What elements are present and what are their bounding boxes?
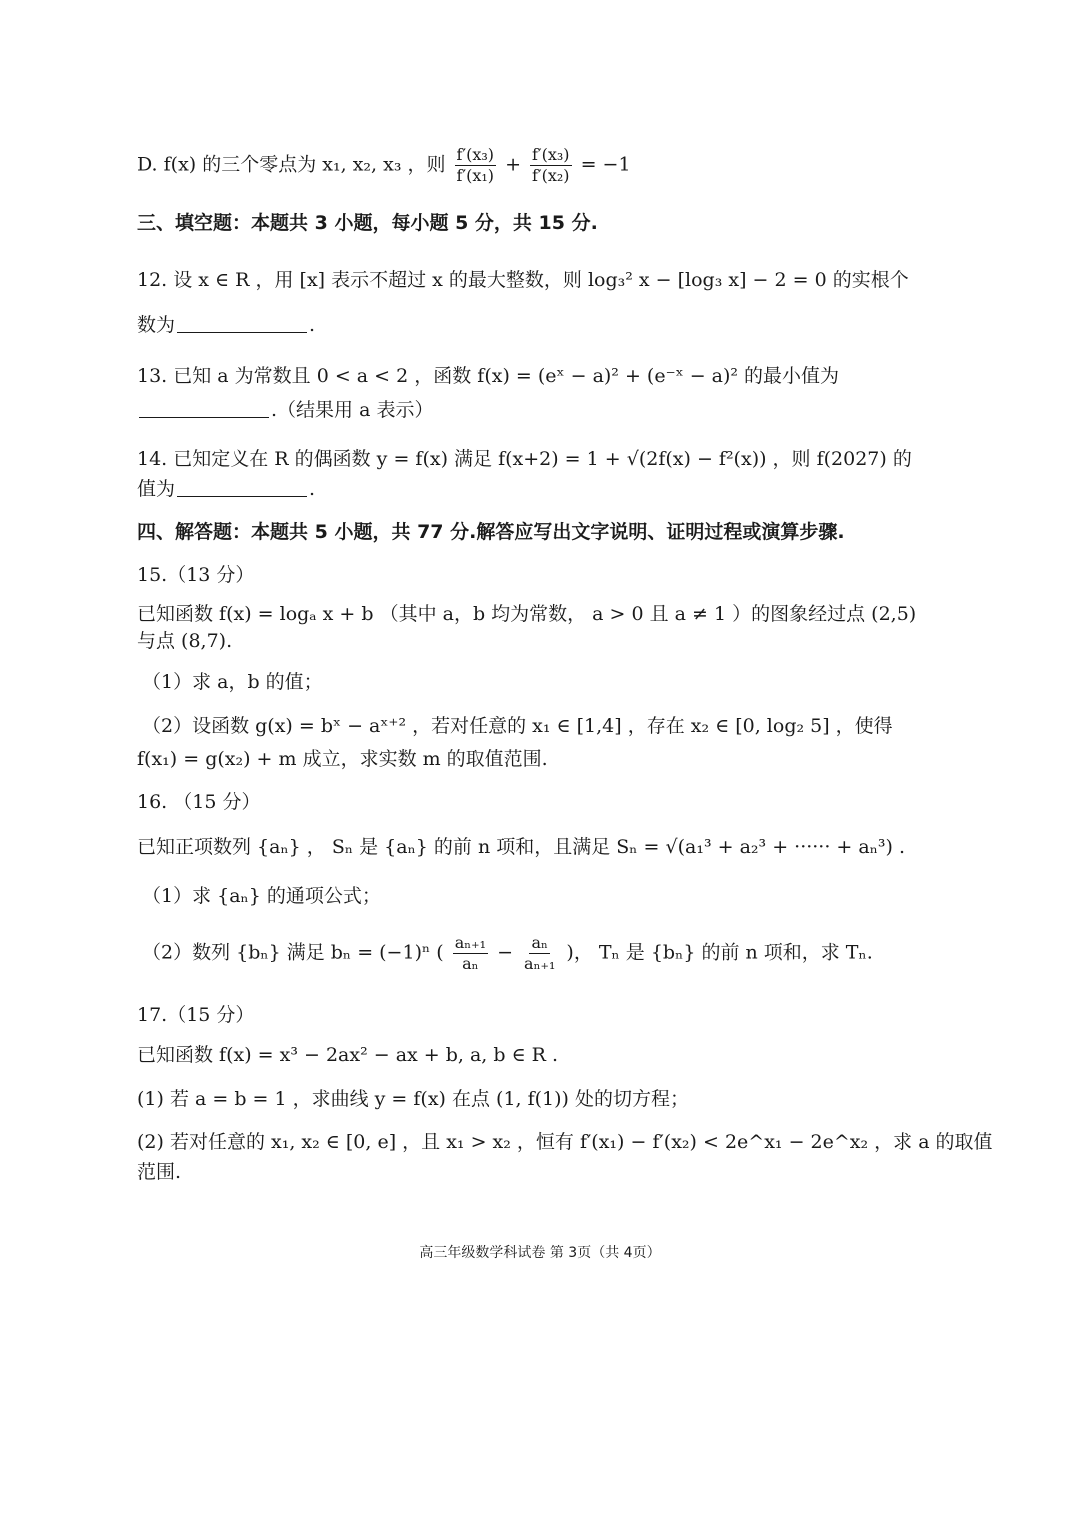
q17-part-1: (1) 若 a = b = 1 ，求曲线 y = f(x) 在点 (1, f(1)) 处的切方程；	[137, 1088, 690, 1110]
fraction-1-numerator: aₙ₊₁	[454, 933, 487, 952]
fraction-1-denominator: aₙ	[462, 954, 479, 973]
q12-answer-prefix: 数为	[137, 314, 176, 336]
q15-line-2: 与点 (8,7).	[137, 630, 233, 652]
section-3-heading: 三、填空题：本题共 3 小题，每小题 5 分，共 15 分.	[137, 212, 598, 234]
q14-period: .	[309, 478, 316, 500]
fraction-1-denominator: f′(x₁)	[456, 166, 495, 185]
section-4-heading: 四、解答题：本题共 5 小题，共 77 分.解答应写出文字说明、证明过程或演算步骤.	[137, 521, 845, 543]
fraction-2-numerator: aₙ	[531, 933, 548, 952]
q12-line-1: 12. 设 x ∈ R ，用 [x] 表示不超过 x 的最大整数，则 log₃² x − [log₃ x] − 2 = 0 的实根个	[137, 269, 909, 291]
q16-p2-prefix: （2）数列 {bₙ} 满足 bₙ = (−1)ⁿ (	[142, 941, 444, 964]
plus-sign: +	[505, 153, 521, 176]
answer-blank	[177, 478, 307, 497]
q12-period: .	[309, 314, 316, 336]
q13-line-2	[137, 397, 433, 423]
answer-blank	[139, 399, 269, 418]
q17-title: 17.（15 分）	[137, 1004, 255, 1026]
fraction-2	[530, 145, 571, 186]
q11d-prefix: D. f(x) 的三个零点为 x₁, x₂, x₃ ，则	[137, 153, 446, 176]
q15-part-2-line-1: （2）设函数 g(x) = bˣ − aˣ⁺² ，若对任意的 x₁ ∈ [1,4] ，存在 x₂ ∈ [0, log₂ 5] ，使得	[142, 715, 893, 737]
q13-note: .（结果用 a 表示）	[271, 399, 434, 421]
q17-part-2-line-1: (2) 若对任意的 x₁, x₂ ∈ [0, e] ，且 x₁ > x₂ ，恒有 f′(x₁) − f′(x₂) < 2e^x₁ − 2e^x₂ ，求 a 的取值	[137, 1131, 993, 1153]
q16-title: 16. （15 分）	[137, 791, 261, 813]
q14-answer-prefix: 值为	[137, 478, 176, 500]
fraction-1	[455, 145, 496, 186]
q15-part-1: （1）求 a，b 的值；	[142, 671, 323, 693]
fraction-2-numerator: f′(x₃)	[532, 145, 570, 164]
q14-line-2	[137, 476, 315, 502]
fraction-1-numerator: f′(x₃)	[456, 145, 495, 164]
q15-title: 15.（13 分）	[137, 564, 255, 586]
q16-part-1: （1）求 {aₙ} 的通项公式；	[142, 885, 381, 907]
fraction-2	[522, 933, 557, 974]
q13-line-1: 13. 已知 a 为常数且 0 < a < 2 ，函数 f(x) = (eˣ − a)² + (e⁻ˣ − a)² 的最小值为	[137, 365, 840, 387]
q15-line-1: 已知函数 f(x) = logₐ x + b （其中 a，b 均为常数， a > 0 且 a ≠ 1 ）的图象经过点 (2,5)	[137, 603, 917, 625]
page-footer: 高三年级数学科试卷 第 3页（共 4页）	[419, 1245, 661, 1261]
q16-line-1: 已知正项数列 {aₙ} ， Sₙ 是 {aₙ} 的前 n 项和，且满足 Sₙ = √(a₁³ + a₂³ + ······ + aₙ³) .	[137, 836, 906, 858]
q17-line-1: 已知函数 f(x) = x³ − 2ax² − ax + b, a, b ∈ R .	[137, 1044, 559, 1066]
fraction-2-denominator: aₙ₊₁	[524, 954, 556, 973]
q16-part-2	[142, 933, 873, 974]
q11d-suffix: = −1	[580, 153, 631, 176]
q17-part-2-line-2: 范围.	[137, 1161, 182, 1183]
answer-blank	[177, 314, 307, 333]
minus-sign: −	[497, 941, 513, 964]
q15-part-2-line-2: f(x₁) = g(x₂) + m 成立，求实数 m 的取值范围.	[137, 748, 548, 770]
q12-line-2	[137, 312, 315, 338]
question-11-option-d	[137, 145, 631, 186]
q16-p2-suffix: )， Tₙ 是 {bₙ} 的前 n 项和，求 Tₙ.	[566, 941, 873, 964]
fraction-2-denominator: f′(x₂)	[532, 166, 570, 185]
fraction-1	[453, 933, 488, 974]
q14-line-1: 14. 已知定义在 R 的偶函数 y = f(x) 满足 f(x+2) = 1 + √(2f(x) − f²(x)) ，则 f(2027) 的	[137, 448, 912, 470]
